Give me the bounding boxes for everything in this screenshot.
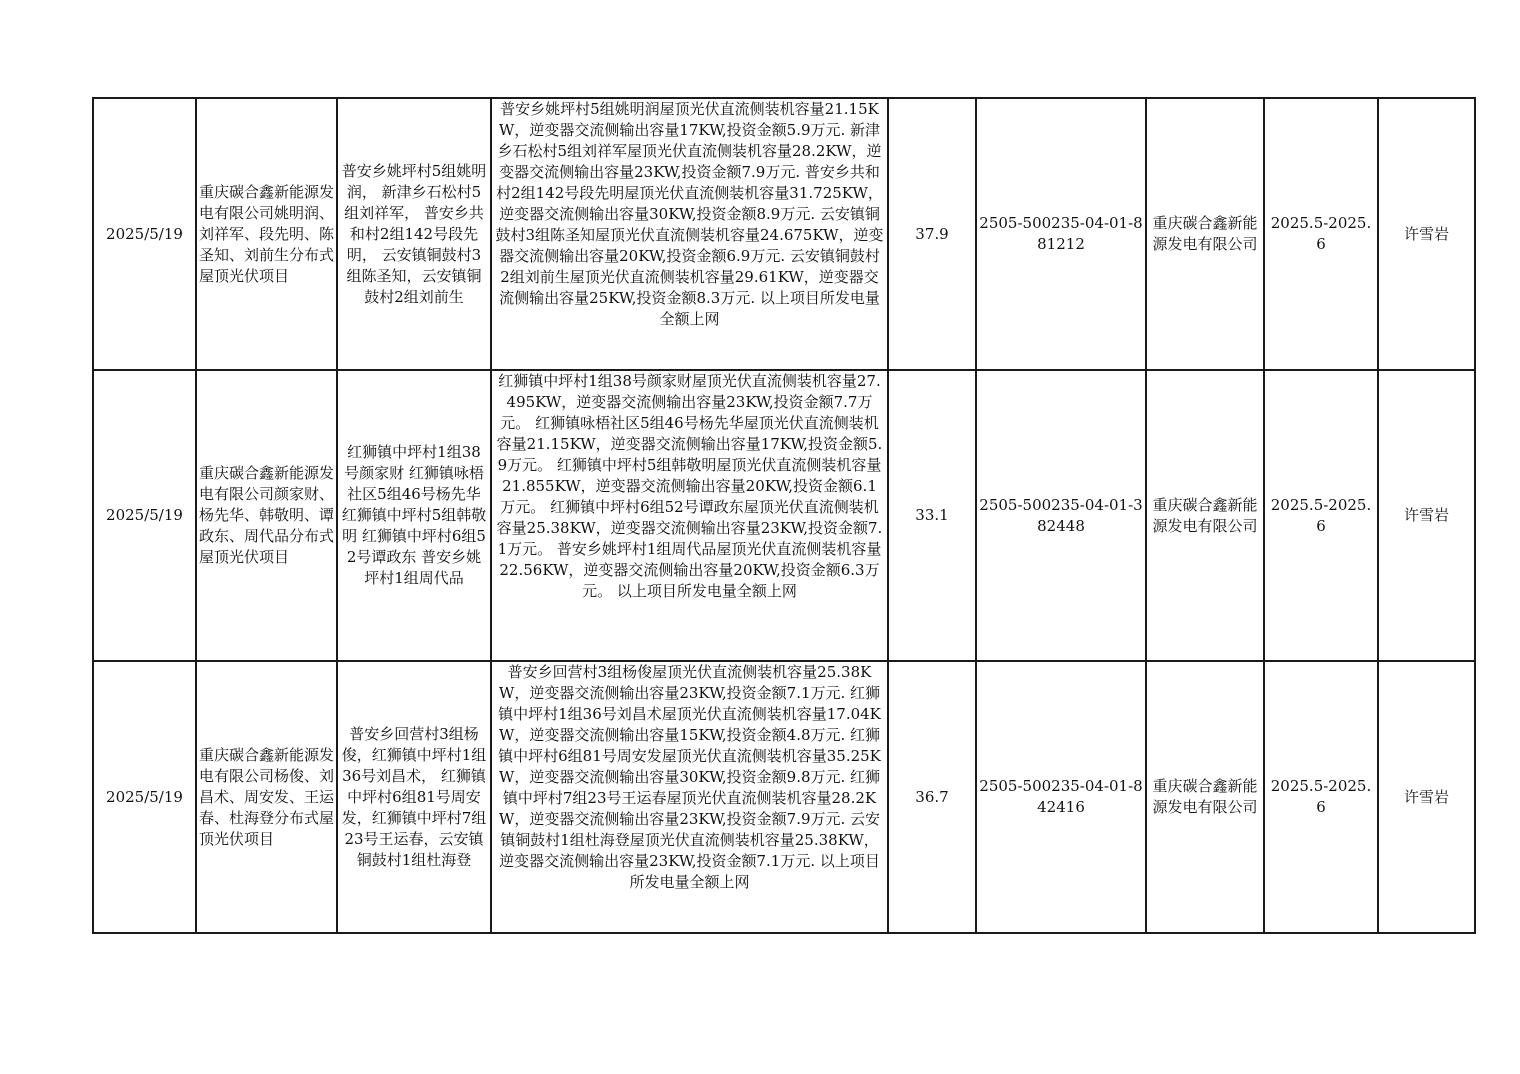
company-cell: 重庆碳合鑫新能源发电有限公司 (1146, 661, 1264, 933)
approval-date-cell: 2025/5/19 (93, 661, 196, 933)
company-cell: 重庆碳合鑫新能源发电有限公司 (1146, 370, 1264, 661)
investment-cell: 36.7 (888, 661, 976, 933)
construction-period-cell: 2025.5-2025.6 (1264, 370, 1378, 661)
project-code-cell: 2505-500235-04-01-842416 (976, 661, 1146, 933)
location-cell: 普安乡姚坪村5组姚明润， 新津乡石松村5组刘祥军， 普安乡共和村2组142号段先明， 云安镇铜鼓村3组陈圣知，云安镇铜鼓村2组刘前生 (337, 98, 491, 370)
location-cell: 普安乡回营村3组杨俊，红狮镇中坪村1组36号刘昌术， 红狮镇中坪村6组81号周安发，红狮镇中坪村7组23号王运春，云安镇铜鼓村1组杜海登 (337, 661, 491, 933)
project-details-cell: 普安乡姚坪村5组姚明润屋顶光伏直流侧装机容量21.15KW，逆变器交流侧输出容量17KW,投资金额5.9万元. 新津乡石松村5组刘祥军屋顶光伏直流侧装机容量28.2KW，逆变器交流侧输出容量23KW,投资金额7.9万元. 普安乡共和村2组142号段先明屋顶光伏直流侧装机容量31.725KW，逆变器交流侧输出容量30KW,投资金额8.9万元. 云安镇铜鼓村3组陈圣知屋顶光伏直流侧装机容量24.675KW，逆变器交流侧输出容量20KW,投资金额6.9万元. 云安镇铜鼓村2组刘前生屋顶光伏直流侧装机容量29.61KW，逆变器交流侧输出容量25KW,投资金额8.3万元. 以上项目所发电量全额上网 (491, 98, 888, 370)
company-cell: 重庆碳合鑫新能源发电有限公司 (1146, 98, 1264, 370)
project-name-cell: 重庆碳合鑫新能源发电有限公司杨俊、刘昌术、周安发、王运春、杜海登分布式屋顶光伏项目 (196, 661, 337, 933)
investment-cell: 37.9 (888, 98, 976, 370)
table-row (93, 98, 1475, 370)
project-details-cell: 红狮镇中坪村1组38号颜家财屋顶光伏直流侧装机容量27.495KW，逆变器交流侧输出容量23KW,投资金额7.7万元。 红狮镇咏梧社区5组46号杨先华屋顶光伏直流侧装机容量21.15KW，逆变器交流侧输出容量17KW,投资金额5.9万元。 红狮镇中坪村5组韩敬明屋顶光伏直流侧装机容量21.855KW，逆变器交流侧输出容量20KW,投资金额6.1万元。 红狮镇中坪村6组52号谭政东屋顶光伏直流侧装机容量25.38KW，逆变器交流侧输出容量23KW,投资金额7.1万元。 普安乡姚坪村1组周代品屋顶光伏直流侧装机容量22.56KW，逆变器交流侧输出容量20KW,投资金额6.3万元。 以上项目所发电量全额上网 (491, 370, 888, 661)
project-table (92, 97, 1476, 934)
project-details-cell: 普安乡回营村3组杨俊屋顶光伏直流侧装机容量25.38KW，逆变器交流侧输出容量23KW,投资金额7.1万元. 红狮镇中坪村1组36号刘昌术屋顶光伏直流侧装机容量17.04KW，逆变器交流侧输出容量15KW,投资金额4.8万元. 红狮镇中坪村6组81号周安发屋顶光伏直流侧装机容量35.25KW，逆变器交流侧输出容量30KW,投资金额9.8万元. 红狮镇中坪村7组23号王运春屋顶光伏直流侧装机容量28.2KW，逆变器交流侧输出容量23KW,投资金额7.9万元. 云安镇铜鼓村1组杜海登屋顶光伏直流侧装机容量25.38KW，逆变器交流侧输出容量23KW,投资金额7.1万元. 以上项目所发电量全额上网 (491, 661, 888, 933)
contact-person-cell: 许雪岩 (1378, 661, 1475, 933)
project-code-cell: 2505-500235-04-01-881212 (976, 98, 1146, 370)
approval-date-cell: 2025/5/19 (93, 98, 196, 370)
table-row (93, 661, 1475, 933)
contact-person-cell: 许雪岩 (1378, 98, 1475, 370)
construction-period-cell: 2025.5-2025.6 (1264, 661, 1378, 933)
project-name-cell: 重庆碳合鑫新能源发电有限公司姚明润、刘祥军、段先明、陈圣知、刘前生分布式屋顶光伏项目 (196, 98, 337, 370)
contact-person-cell: 许雪岩 (1378, 370, 1475, 661)
project-name-cell: 重庆碳合鑫新能源发电有限公司颜家财、杨先华、韩敬明、谭政东、周代品分布式屋顶光伏项目 (196, 370, 337, 661)
construction-period-cell: 2025.5-2025.6 (1264, 98, 1378, 370)
investment-cell: 33.1 (888, 370, 976, 661)
project-code-cell: 2505-500235-04-01-382448 (976, 370, 1146, 661)
location-cell: 红狮镇中坪村1组38号颜家财 红狮镇咏梧社区5组46号杨先华 红狮镇中坪村5组韩敬明 红狮镇中坪村6组52号谭政东 普安乡姚坪村1组周代品 (337, 370, 491, 661)
approval-date-cell: 2025/5/19 (93, 370, 196, 661)
table-row (93, 370, 1475, 661)
